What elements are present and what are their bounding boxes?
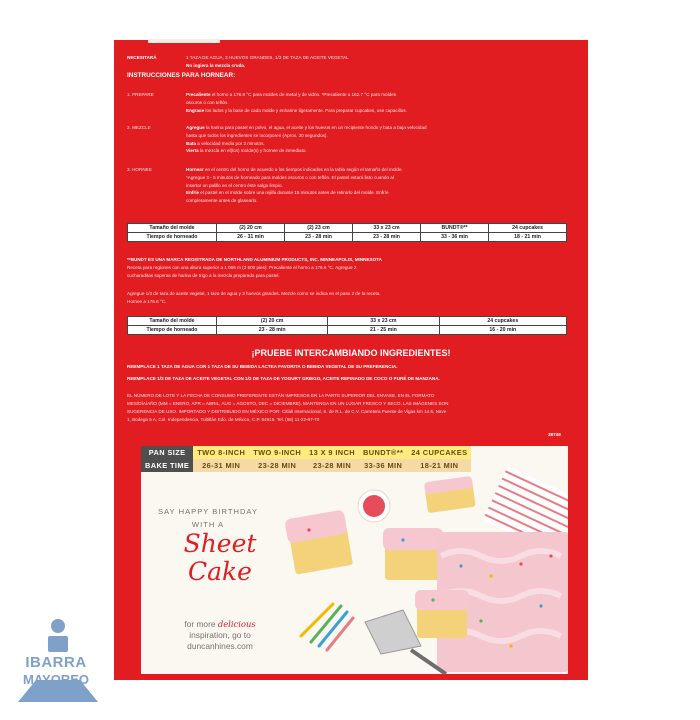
promo-more — [150, 619, 290, 652]
promo-url: duncanhines.com — [187, 641, 253, 651]
table-cell: TWO 8-INCH — [193, 446, 249, 459]
step-line — [186, 100, 228, 106]
step-verb: Hornear — [186, 167, 204, 172]
table-row — [128, 224, 567, 233]
step-text: la mezcla en el(los) molde(s) y hornee de inmediato. — [198, 148, 307, 154]
table-row — [128, 233, 567, 242]
table-cell: Tiempo de horneado — [128, 326, 217, 335]
table-cell: (2) 20 cm — [217, 224, 285, 233]
table-cell: 24 cupcakes — [489, 224, 567, 233]
table-row — [128, 326, 567, 335]
legal-line: 1, Bodega 5 A, Col. Independencia, Tultitlán Edo. de México, C.P. 54915. Tel. (55) 11-22-67-70 — [127, 417, 320, 422]
step-text: en el centro del horno de acuerdo a los tiempos indicados en la tabla según el tamaño del molde. — [203, 167, 403, 172]
step-text: el horno a 176.6 °C para moldes de metal y de vidrio. *Precaliente a 162.7 °C para moldes — [210, 92, 397, 97]
table-cell: Tamaño del molde — [128, 317, 217, 326]
logo-sub: MAYOREO — [23, 672, 89, 687]
promo-say: SAY HAPPY BIRTHDAY — [157, 507, 258, 516]
step-verb: Enfríe — [186, 190, 200, 196]
swap-line: REEMPLACE 1/3 DE TAZA DE ACEITE VEGETAL CON 1/3 DE TAZA DE YOGURT GRIEGO, ACEITE REFINADO DE COCO O PURÉ DE MANZANA. — [127, 376, 440, 381]
bundt-note: **BUNDT ES UNA MARCA REGISTRADA DE NORTHLAND ALUMINIUM PRODUCTS, INC. MINNEAPOLIS, MINNESOTA — [127, 257, 382, 262]
table-cell: 23 - 28 min — [217, 326, 328, 335]
table-cell: 18 - 21 min — [489, 233, 567, 242]
legal-line: MES/DÍA/AÑO (MM = ENERO, APR = ABRIL, AUG = AGOSTO, DEC = DICIEMBRE). MANTENGA EN UN LUGAR FRESCO Y SECO. LAS IMÁGENES SON — [127, 401, 449, 406]
table-cell: 21 - 25 min — [328, 326, 439, 335]
step-line — [186, 141, 265, 147]
altitude-line: cucharaditas soperas de harina de trigo a la mezcla preparada para pastel. — [127, 273, 280, 278]
promo-delicious: delicious — [217, 619, 256, 629]
promo-inspiration: inspiration, go to — [189, 630, 251, 640]
promo-title — [170, 530, 270, 586]
promo-more-prefix: for more — [184, 619, 216, 629]
table-cell: Tiempo de horneado — [128, 233, 217, 242]
step-text: insertar un palillo en el centro éste salga limpio. — [186, 182, 283, 188]
table-cell: 23 - 28 min — [285, 233, 353, 242]
legal-line: EL NÚMERO DE LOTE Y LA FECHA DE CONSUMO PREFERENTE ESTÁN IMPRESOS EN LA PARTE SUPERIOR DEL ENVASE. EN EL FORMATO — [127, 393, 435, 398]
table-cell: 24 CUPCAKES — [407, 446, 471, 459]
table-cell: Tamaño del molde — [128, 224, 217, 233]
legal-line: SUGERENCIA DE USO. IMPORTADO Y DISTRIBUIDO EN MÉXICO POR: Citlali Internacional, S. de R.L. de C.V. Carretera Puente de Vigas km 14.5, Nave — [127, 409, 447, 414]
table-cell: 18-21 MIN — [407, 459, 471, 472]
product-code: 38749 — [548, 432, 561, 437]
step-line — [186, 148, 307, 154]
pan-size-label: PAN SIZE — [141, 446, 193, 459]
table-row — [141, 446, 471, 459]
altitude-line: Receta para regiones con una altura superior a 1 066 m (3 500 pies): Precaliente el horno a 176.6 °C. Agregue 2 — [127, 265, 357, 270]
table-cell: 23-28 MIN — [249, 459, 305, 472]
step-line — [186, 183, 283, 189]
necesitara-label: NECESITARÁ — [127, 55, 157, 60]
step-text: completamente antes de glasearlo. — [186, 198, 258, 204]
table-cell: 33 - 36 min — [421, 233, 489, 242]
logo-name: IBARRA — [25, 654, 87, 671]
necesitara-text: 1 TAZA DE AGUA, 3 HUEVOS GRANDES, 1/3 DE TAZA DE ACEITE VEGETAL — [186, 55, 349, 60]
step-line — [186, 108, 407, 114]
swap-line: REEMPLACE 1 TAZA DE AGUA CON 1 TAZA DE SU BEBIDA LACTEA FAVORITA O BEBIDA VEGETAL DE SU PREFERENCIA. — [127, 364, 398, 369]
promo-cake: Cake — [188, 557, 252, 586]
table-cell: 23 - 28 min — [353, 233, 421, 242]
necesitara-note: No ingiera la mezcla cruda. — [186, 63, 246, 68]
step-line — [186, 175, 394, 181]
step-text: oscuros o con teflón. — [186, 99, 229, 105]
table-cell: 26-31 MIN — [193, 459, 249, 472]
step-line — [186, 133, 328, 139]
table-cell: 24 cupcakes — [439, 317, 566, 326]
step-label: 3. HORNEE — [127, 167, 152, 172]
step-verb: Vierta — [186, 148, 199, 154]
step-text: la harina para pastel en polvo, el agua, el aceite y los huevos en un recipiente hondo y bata a baja velocidad — [204, 125, 427, 130]
step-label: 1. PREPARE — [127, 92, 154, 97]
promo-with: WITH A — [191, 520, 225, 529]
table-cell: 33 x 23 cm — [353, 224, 421, 233]
step-line — [186, 125, 427, 131]
step-verb: Engrase — [186, 107, 205, 113]
table-row — [128, 317, 567, 326]
step-verb: Bata — [186, 140, 196, 146]
table-row — [141, 459, 471, 472]
table-cell: BUNDT®** — [421, 224, 489, 233]
step-text: los lados y la base de cada molde y enharine ligeramente. Para preparar cupcakes, use capacillos. — [204, 107, 407, 113]
table-cell: TWO 9-INCH — [249, 446, 305, 459]
table-cell: 33-36 MIN — [359, 459, 407, 472]
table-cell: (2) 20 cm — [217, 317, 328, 326]
step-verb: Precaliente — [186, 92, 211, 97]
box-flap — [148, 39, 220, 43]
instructions-title: INSTRUCCIONES PARA HORNEAR: — [127, 72, 236, 79]
step-line — [186, 198, 258, 204]
table-cell: 33 x 23 cm — [328, 317, 439, 326]
table-cell: 26 - 31 min — [217, 233, 285, 242]
table-cell: BUNDT®** — [359, 446, 407, 459]
swap-banner: ¡PRUEBE INTERCAMBIANDO INGREDIENTES! — [251, 348, 451, 358]
table-cell: (2) 23 cm — [285, 224, 353, 233]
step-text: *Agregue 3 - 5 minutos de horneado para moldes oscuros o con teflón. El pastel estará listo cuando al — [186, 174, 394, 180]
altitude-line: Hornee a 176.6 °C. — [127, 299, 167, 304]
table-cell: 23-28 MIN — [305, 459, 359, 472]
table-cell: 13 X 9 INCH — [305, 446, 359, 459]
step-line — [186, 190, 389, 196]
bake-table-2 — [127, 316, 567, 335]
step-verb: Agregue — [186, 125, 205, 130]
promo-sheet: Sheet — [183, 529, 257, 558]
english-bake-table — [141, 446, 471, 472]
sprinkles — [363, 495, 385, 517]
step-text: el pastel en el molde sobre una rejilla durante 15 minutos antes de retirarlo del molde. Enfríe — [199, 190, 389, 196]
promo-tagline — [143, 505, 273, 531]
table-cell: 16 - 20 min — [439, 326, 566, 335]
step-text: hasta que todos los ingredientes se incorporen (Aprox. 30 segundos). — [186, 132, 328, 138]
step-line — [186, 92, 396, 98]
step-label: 2. MEZCLE — [127, 125, 151, 130]
altitude-line: Agregue 1/3 de taza de aceite vegetal, 1 taza de agua y 3 huevos grandes. Mezcle como se indica en el paso 2 de la receta. — [127, 291, 381, 296]
step-text: a velocidad media por 2 minutos. — [195, 140, 265, 146]
bake-table-1 — [127, 223, 567, 242]
bake-time-label: BAKE TIME — [141, 459, 193, 472]
step-line — [186, 167, 403, 173]
